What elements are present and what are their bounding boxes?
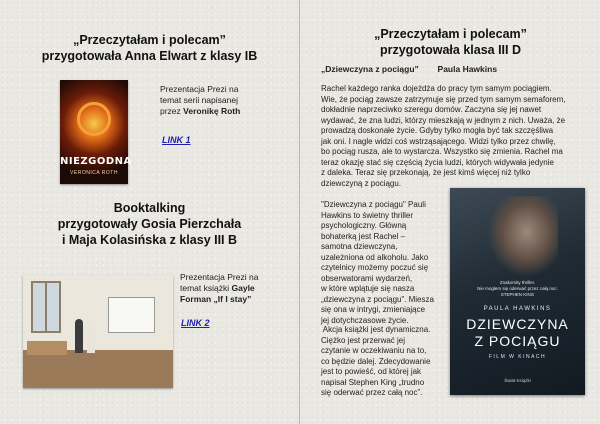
right-title-line2: przygotowała klasa III D <box>379 43 521 57</box>
dziewczyna-z-pociagu-book-cover <box>450 188 585 395</box>
review-line: Hawkins to świetny thriller <box>321 210 414 220</box>
cover-emblem <box>77 102 111 136</box>
desc2-line1: Prezentacja Prezi na <box>180 272 259 282</box>
booktalking-line1: Booktalking <box>113 201 186 215</box>
book-author: Paula Hawkins <box>437 64 498 74</box>
right-page-title <box>301 26 600 58</box>
cover-portrait <box>488 196 558 276</box>
cover-author: VERONICA ROTH <box>70 170 118 176</box>
review-line: co będzie dalej. Zdecydowanie <box>321 356 431 366</box>
desk <box>27 341 67 355</box>
left-title-line2: przygotowała Anna Elwart z klasy IB <box>41 49 258 63</box>
desc1-line3-prefix: przez <box>160 106 184 116</box>
review-line: uzależniona od alkoholu. Jako <box>321 252 429 262</box>
review-line: jej dotychczasowe życie. <box>321 315 409 325</box>
review-line: psychologiczny. Główną <box>321 221 407 230</box>
desc2-line2-bold: Gayle <box>231 283 255 293</box>
cover-publisher: Świat Książki <box>504 378 531 383</box>
desc1-line1: Prezentacja Prezi na <box>160 84 239 94</box>
left-title-line1: „Przeczytałam i polecam” <box>73 33 226 47</box>
review-line: w które wplątuje się nasza <box>321 284 415 293</box>
review-line: "Dziewczyna z pociągu" Pauli <box>321 200 426 209</box>
summary-line: jak oni. I nagle widzi coś wstrząsającego. Widzi tylko przez chwilę, <box>321 136 556 146</box>
cover-title: NIEZGODNA <box>60 156 132 167</box>
summary-line: dokładnie naprzeciwko szeregu domów. Zaczyna się jej nawet <box>321 105 542 114</box>
cover-title <box>450 316 585 350</box>
review-line: Ciężko jest przerwać jej <box>321 335 406 345</box>
review-line: się oderwać przez całą noc”. <box>321 388 423 397</box>
cover-title-line2: Z POCIĄGU <box>474 333 561 349</box>
cover-quote <box>458 280 577 298</box>
review-line: jest to powieść, od której jak <box>321 367 422 376</box>
cover-quote-line3: STEPHEN KING <box>500 292 535 297</box>
review-line: obserwatorami wydarzeń, <box>321 273 413 283</box>
desc2-line2 <box>180 283 295 294</box>
review-line: czytelnicy możemy poczuć się <box>321 263 429 272</box>
cover-quote-line2: Nie mogłem się oderwać przez całą noc. <box>477 286 558 291</box>
summary-line: teraz okazję stać się częścią życia ludzi, których widywała jedynie <box>321 157 554 167</box>
book-heading <box>321 64 591 75</box>
review-line: samotna dziewczyna, <box>321 242 398 251</box>
booktalking-line2: przygotowały Gosia Pierzchała <box>57 217 242 231</box>
booktalking-heading <box>0 200 299 248</box>
link-1[interactable]: LINK 1 <box>162 135 191 145</box>
prezi-description-1 <box>160 84 290 117</box>
cover-title-line1: DZIEWCZYNA <box>466 316 569 332</box>
classroom-photo <box>23 275 173 388</box>
cover-quote-line1: Znakomity thriller. <box>499 280 536 285</box>
review-line: napisał Stephen King „trudno <box>321 377 425 387</box>
presenter-1 <box>75 319 83 353</box>
right-title-line1: „Przeczytałam i polecam” <box>374 27 527 41</box>
presenter-2 <box>87 321 95 353</box>
window <box>31 281 61 333</box>
summary-line: wydawać, że zna ludzi, którzy mieszkają w jednym z nich. Uważa, że <box>321 115 566 125</box>
review-line: „dziewczyna z pociągu”. Miesza <box>321 294 434 304</box>
review-paragraph-2 <box>321 325 451 399</box>
desc1-line2: temat serii napisanej <box>160 95 238 105</box>
summary-line: Rachel każdego ranka dojeżdża do pracy tym samym pociągiem. <box>321 84 552 93</box>
review-line: się ona w intrygi, zmieniające <box>321 305 426 314</box>
left-page-title <box>0 32 299 64</box>
cover-film-note: FILM W KINACH <box>488 354 547 360</box>
desc2-line3-bold: Forman „If I stay” <box>180 294 252 304</box>
review-line: czytanie w oczekiwaniu na to, <box>321 346 427 355</box>
booktalking-line3: i Maja Kolasińska z klasy III B <box>61 233 238 247</box>
review-line: Akcja książki jest dynamiczna. <box>321 325 431 334</box>
projector-screen <box>108 297 155 333</box>
summary-line: prowadzą doskonałe życie. Gdyby tylko mogła być tak szczęśliwa <box>321 126 554 135</box>
page-divider <box>299 0 300 424</box>
link-2[interactable]: LINK 2 <box>181 318 210 328</box>
desc2-line3 <box>180 294 295 305</box>
summary-line: Wie, że pociąg zawsze zatrzymuje się przed tym samym semaforem, <box>321 94 566 104</box>
summary-line: z daleka. Teraz się przekonają, że jest kimś więcej niż tylko <box>321 168 531 177</box>
cover-author: PAULA HAWKINS <box>483 306 552 312</box>
desc2-line2-prefix: temat książki <box>180 283 232 293</box>
review-paragraph-1 <box>321 200 449 326</box>
summary-line: bo pociąg rusza, ale to wystarcza. Wszystko się zmienia. Rachel ma <box>321 147 563 156</box>
book-title: „Dziewczyna z pociągu” <box>321 64 419 74</box>
left-page <box>0 0 299 424</box>
author-name: Veronikę Roth <box>183 106 241 116</box>
prezi-description-2 <box>180 272 295 305</box>
book-summary <box>321 84 597 189</box>
summary-line: dziewczyną z pociągu. <box>321 178 402 188</box>
niezgodna-book-cover <box>60 80 132 184</box>
desc1-line3 <box>160 106 290 117</box>
review-line: bohaterką jest Rachel – <box>321 231 406 241</box>
